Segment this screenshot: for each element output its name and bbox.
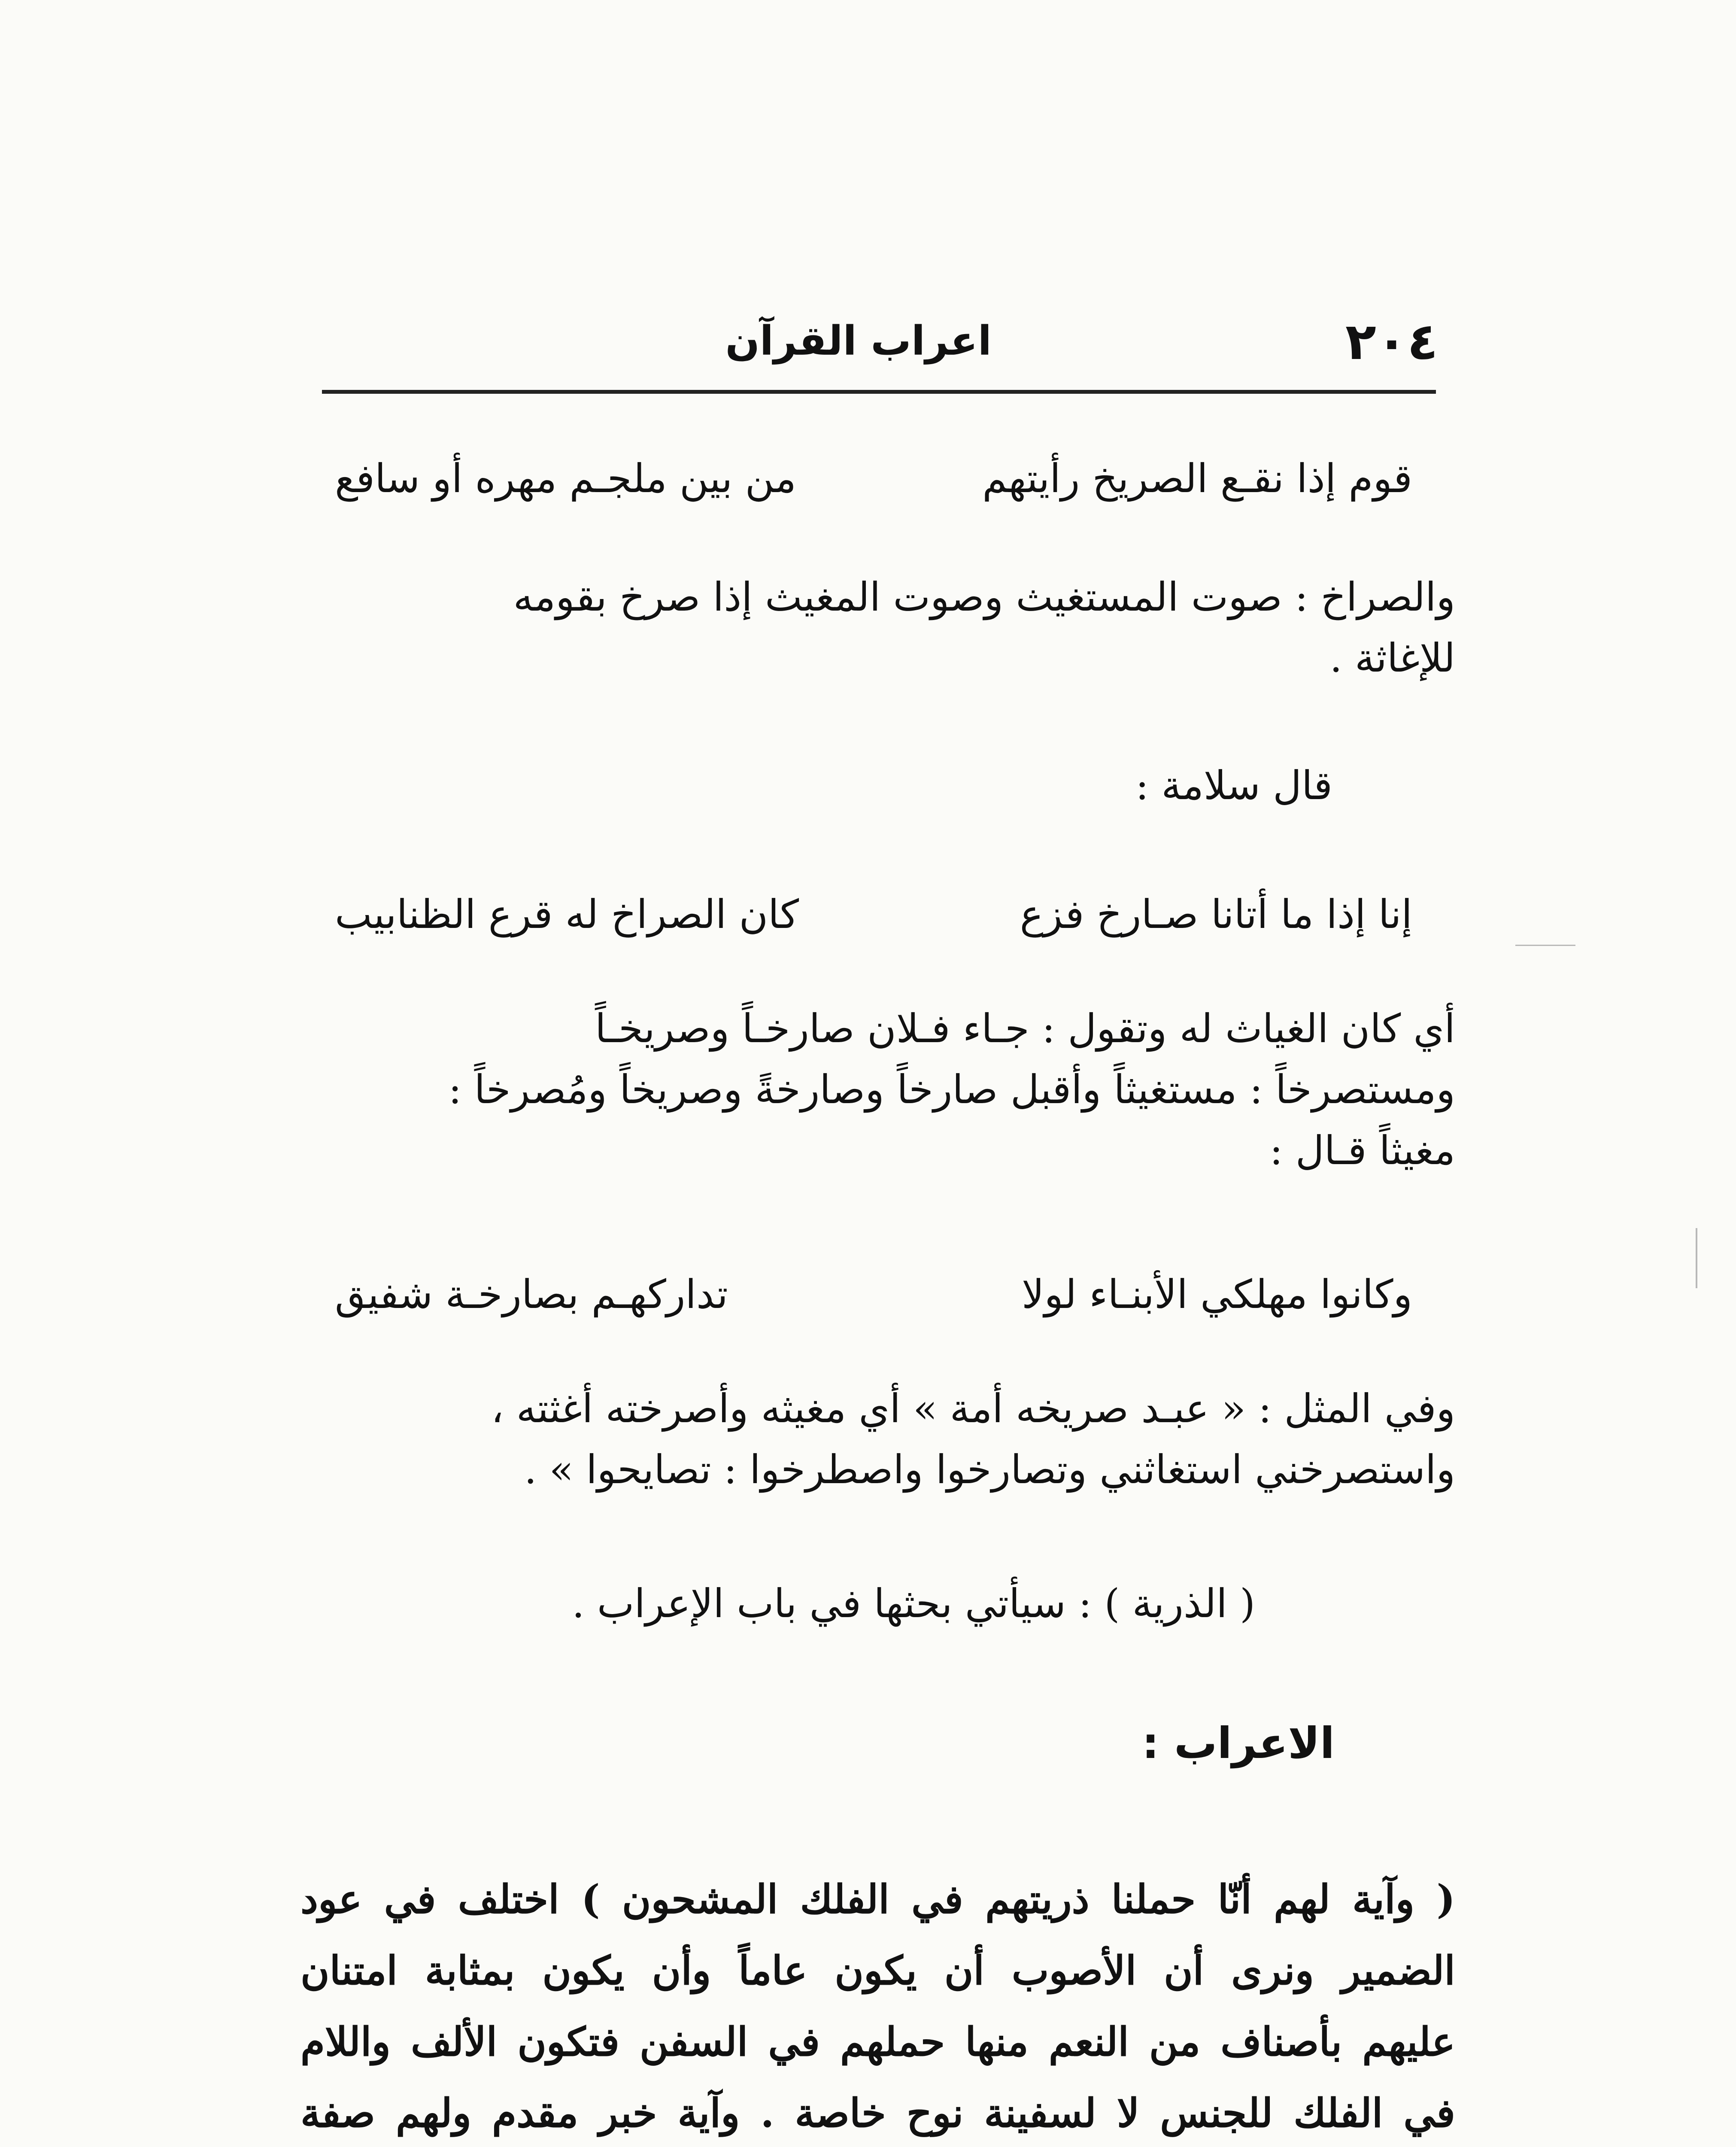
verse-1-second-hemistich: من بين ملجـم مهره أو سافع — [335, 456, 796, 502]
gloss-2-line-3: مغيثاً قـال : — [1269, 1128, 1455, 1174]
irab-line-1: ( وآية لهم أنّا حملنا ذريتهم في الفلك المشحون ) اختلف في عود — [300, 1876, 1455, 1922]
quote-intro: قال سلامة : — [1135, 763, 1332, 809]
verse-2 — [335, 882, 1412, 947]
book-title: اعراب القرآن — [725, 318, 992, 365]
running-header — [322, 309, 1438, 374]
irab-heading: الاعراب : — [1142, 1718, 1335, 1768]
gloss-1-line-1: والصراخ : صوت المستغيث وصوت المغيث إذا صرخ بقومه — [513, 574, 1455, 620]
dharriya-note: ( الذرية ) : سيأتي بحثها في باب الإعراب . — [572, 1581, 1255, 1627]
gloss-2 — [300, 998, 1455, 1181]
page-number: ٢٠٤ — [1345, 312, 1438, 371]
proverb-paragraph — [300, 1378, 1455, 1500]
irab-paragraph — [300, 1864, 1455, 2147]
proverb-line-2: واستصرخني استغاثني وتصارخوا واصطرخوا : تصايحوا » . — [524, 1447, 1455, 1493]
irab-line-4: في الفلك للجنس لا لسفينة نوح خاصة . وآية خبر مقدم ولهم صفة — [300, 2090, 1455, 2136]
verse-3-second-hemistich: تداركهـم بصارخـة شفيق — [335, 1271, 728, 1317]
gloss-2-line-2: ومستصرخاً : مستغيثاً وأقبل صارخاً وصارخةً وصريخاً ومُصرخاً : — [448, 1067, 1455, 1113]
verse-3-first-hemistich: وكانوا مهلكي الأبنـاء لولا — [1022, 1271, 1412, 1317]
verse-2-second-hemistich: كان الصراخ له قرع الظنابيب — [335, 891, 799, 937]
verse-3 — [335, 1262, 1412, 1327]
irab-line-3: عليهم بأصناف من النعم منها حملهم في السفن فتكون الألف واللام — [300, 2019, 1455, 2065]
irab-line-2: الضمير ونرى أن الأصوب أن يكون عاماً وأن يكون بمثابة امتنان — [300, 1947, 1455, 1994]
proverb-line-1: وفي المثل : « عبـد صريخه أمة » أي مغيثه وأصرخته أغثته ، — [491, 1386, 1455, 1432]
header-rule — [322, 390, 1436, 394]
verse-1 — [335, 447, 1412, 511]
gloss-1 — [300, 567, 1455, 689]
gloss-2-line-1: أي كان الغياث له وتقول : جـاء فـلان صارخـاً وصريخـاً — [595, 1006, 1455, 1052]
scan-mark — [1696, 1228, 1697, 1288]
gloss-1-line-2: للإغاثة . — [1329, 635, 1455, 681]
scan-mark — [1515, 945, 1575, 946]
verse-2-first-hemistich: إنا إذا ما أتانا صـارخ فزع — [1020, 891, 1412, 937]
verse-1-first-hemistich: قوم إذا نقـع الصريخ رأيتهم — [982, 456, 1412, 502]
